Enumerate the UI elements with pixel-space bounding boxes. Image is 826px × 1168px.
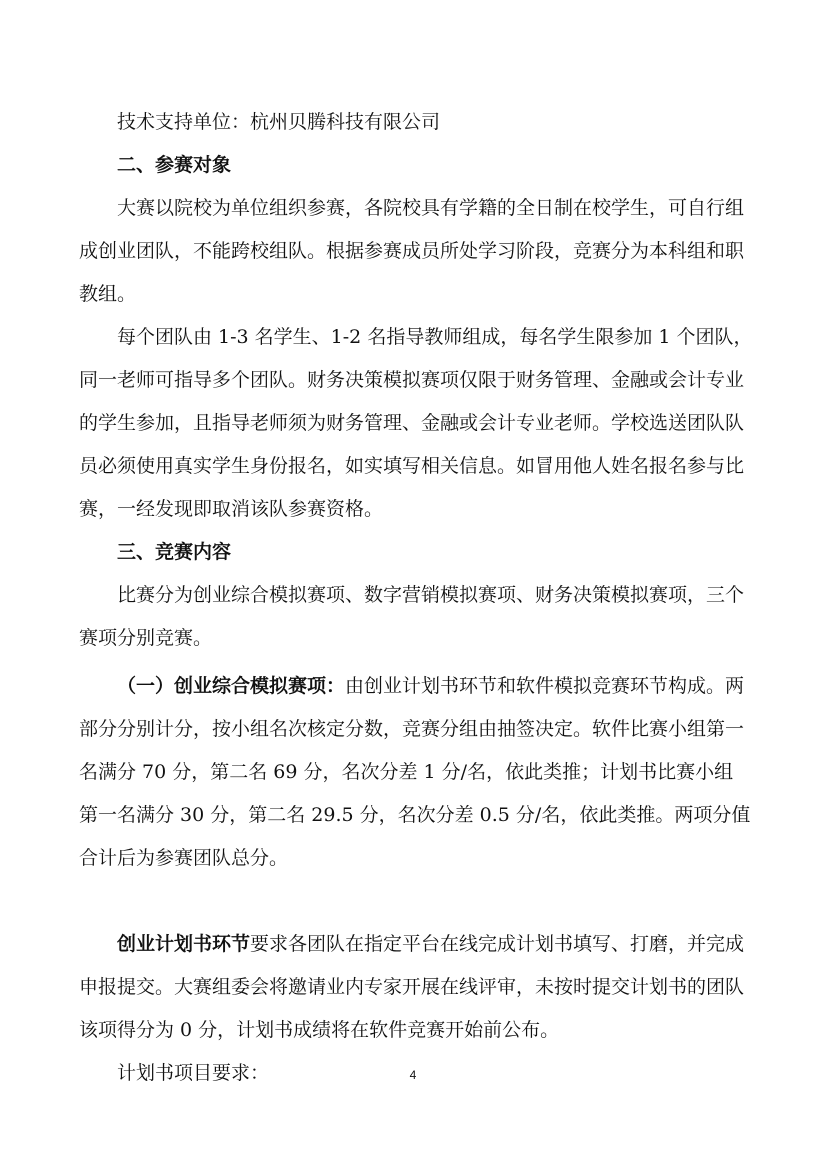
paragraph-line: 大赛以院校为单位组织参赛，各院校具有学籍的全日制在校学生，可自行组 (117, 197, 745, 219)
subsection-text: 由创业计划书环节和软件模拟竞赛环节构成。两 (345, 675, 745, 697)
paragraph-line: 部分分别计分，按小组名次核定分数，竞赛分组由抽签决定。软件比赛小组第一 (79, 718, 745, 740)
paragraph-line: 成创业团队，不能跨校组队。根据参赛成员所处学习阶段，竞赛分为本科组和职 (79, 240, 745, 262)
paragraph-line: 赛项分别竞赛。 (79, 627, 213, 649)
subsection-title: （一）创业综合模拟赛项： (117, 675, 346, 697)
plan-paragraph-line (117, 932, 744, 956)
section-heading-content: 三、竞赛内容 (117, 541, 232, 563)
paragraph-line: 赛，一经发现即取消该队参赛资格。 (79, 498, 384, 520)
plan-text: 要求各团队在指定平台在线完成计划书填写、打磨，并完成 (250, 933, 745, 955)
subsection-line (117, 674, 744, 698)
paragraph-line: 比赛分为创业综合模拟赛项、数字营销模拟赛项、财务决策模拟赛项，三个 (117, 584, 745, 606)
paragraph-line: 的学生参加，且指导老师须为财务管理、金融或会计专业老师。学校选送团队队 (79, 412, 745, 434)
paragraph-line: 员必须使用真实学生身份报名，如实填写相关信息。如冒用他人姓名报名参与比 (79, 455, 745, 477)
section-heading-participants: 二、参赛对象 (117, 154, 232, 176)
plan-title: 创业计划书环节 (117, 933, 251, 955)
page-number: 4 (409, 1068, 417, 1082)
paragraph-line: 申报提交。大赛组委会将邀请业内专家开展在线评审，未按时提交计划书的团队 (79, 976, 745, 998)
paragraph-line: 同一老师可指导多个团队。财务决策模拟赛项仅限于财务管理、金融或会计专业 (79, 369, 745, 391)
paragraph-line: 教组。 (79, 283, 137, 305)
paragraph-line: 该项得分为 0 分，计划书成绩将在软件竞赛开始前公布。 (79, 1019, 560, 1041)
plan-requirements-label: 计划书项目要求： (117, 1062, 270, 1084)
paragraph-line: 合计后为参赛团队总分。 (79, 847, 289, 869)
paragraph-line: 每个团队由 1-3 名学生、1-2 名指导教师组成，每名学生限参加 1 个团队， (117, 326, 753, 348)
support-unit-line: 技术支持单位：杭州贝腾科技有限公司 (117, 111, 441, 133)
paragraph-line: 名满分 70 分，第二名 69 分，名次分差 1 分/名，依此类推；计划书比赛小组 (79, 761, 734, 783)
paragraph-line: 第一名满分 30 分，第二名 29.5 分，名次分差 0.5 分/名，依此类推。两项分值 (79, 804, 751, 826)
